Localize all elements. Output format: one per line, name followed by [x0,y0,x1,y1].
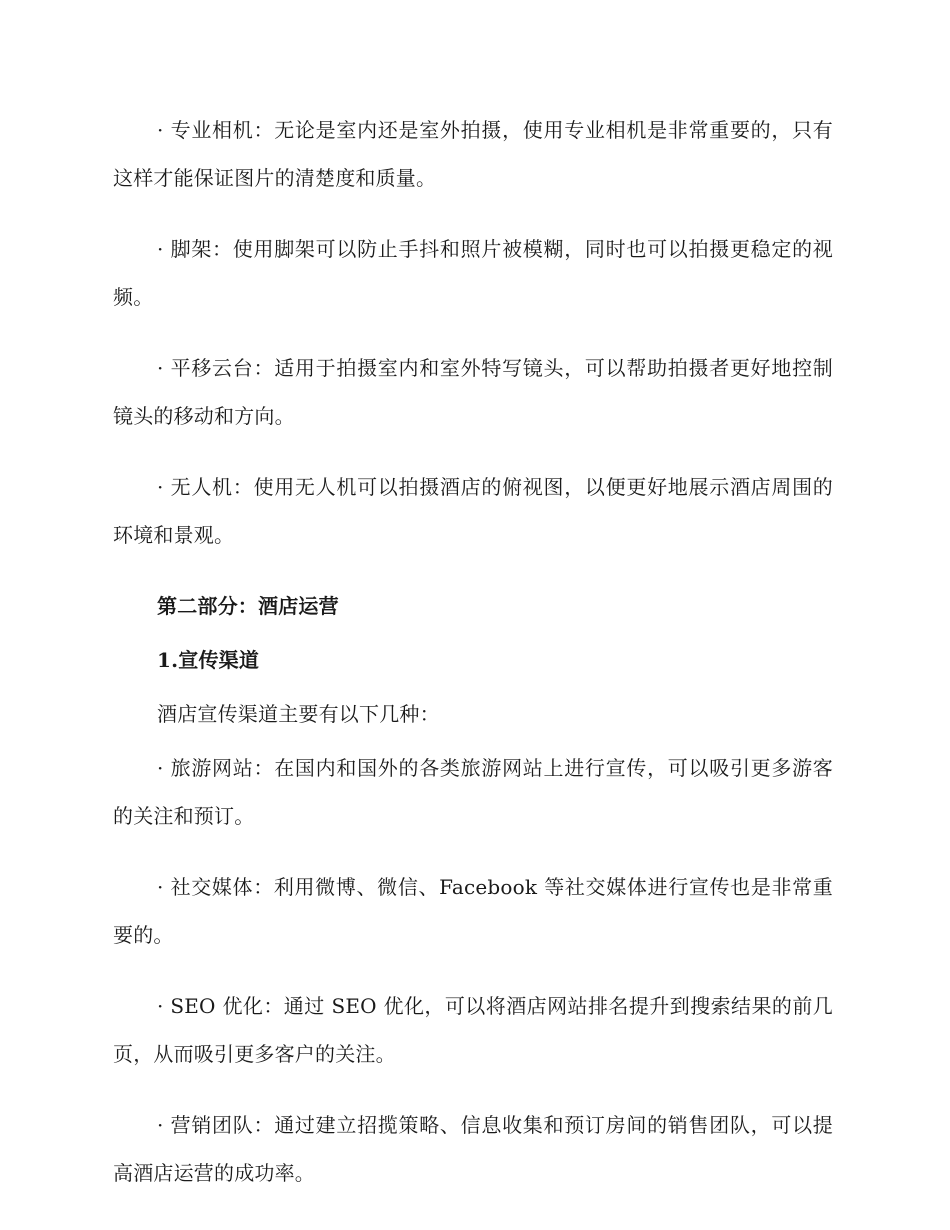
channels-intro: 酒店宣传渠道主要有以下几种： [157,702,440,726]
channel-item-seo: · SEO 优化：通过 SEO 优化，可以将酒店网站排名提升到搜索结果的前几页，从而吸引更多客户的关注。 [113,994,833,1066]
channel-item-social-media: · 社交媒体：利用微博、微信、Facebook 等社交媒体进行宣传也是非常重要的。 [113,875,833,947]
equipment-item-pan-tilt: · 平移云台：适用于拍摄室内和室外特写镜头，可以帮助拍摄者更好地控制镜头的移动和方向。 [113,356,833,428]
document-page [113,106,833,1220]
channel-item-sales-team: · 营销团队：通过建立招揽策略、信息收集和预订房间的销售团队，可以提高酒店运营的成功率。 [113,1113,833,1185]
subsection-title: 1.宣传渠道 [157,648,260,672]
equipment-item-drone: · 无人机：使用无人机可以拍摄酒店的俯视图，以便更好地展示酒店周围的环境和景观。 [113,475,833,547]
equipment-item-tripod: · 脚架：使用脚架可以防止手抖和照片被模糊，同时也可以拍摄更稳定的视频。 [113,237,833,309]
equipment-item-camera: · 专业相机：无论是室内还是室外拍摄，使用专业相机是非常重要的，只有这样才能保证图片的清楚度和质量。 [113,118,833,190]
channel-item-travel-sites: · 旅游网站：在国内和国外的各类旅游网站上进行宣传，可以吸引更多游客的关注和预订。 [113,756,833,828]
section-title: 第二部分：酒店运营 [157,594,339,618]
